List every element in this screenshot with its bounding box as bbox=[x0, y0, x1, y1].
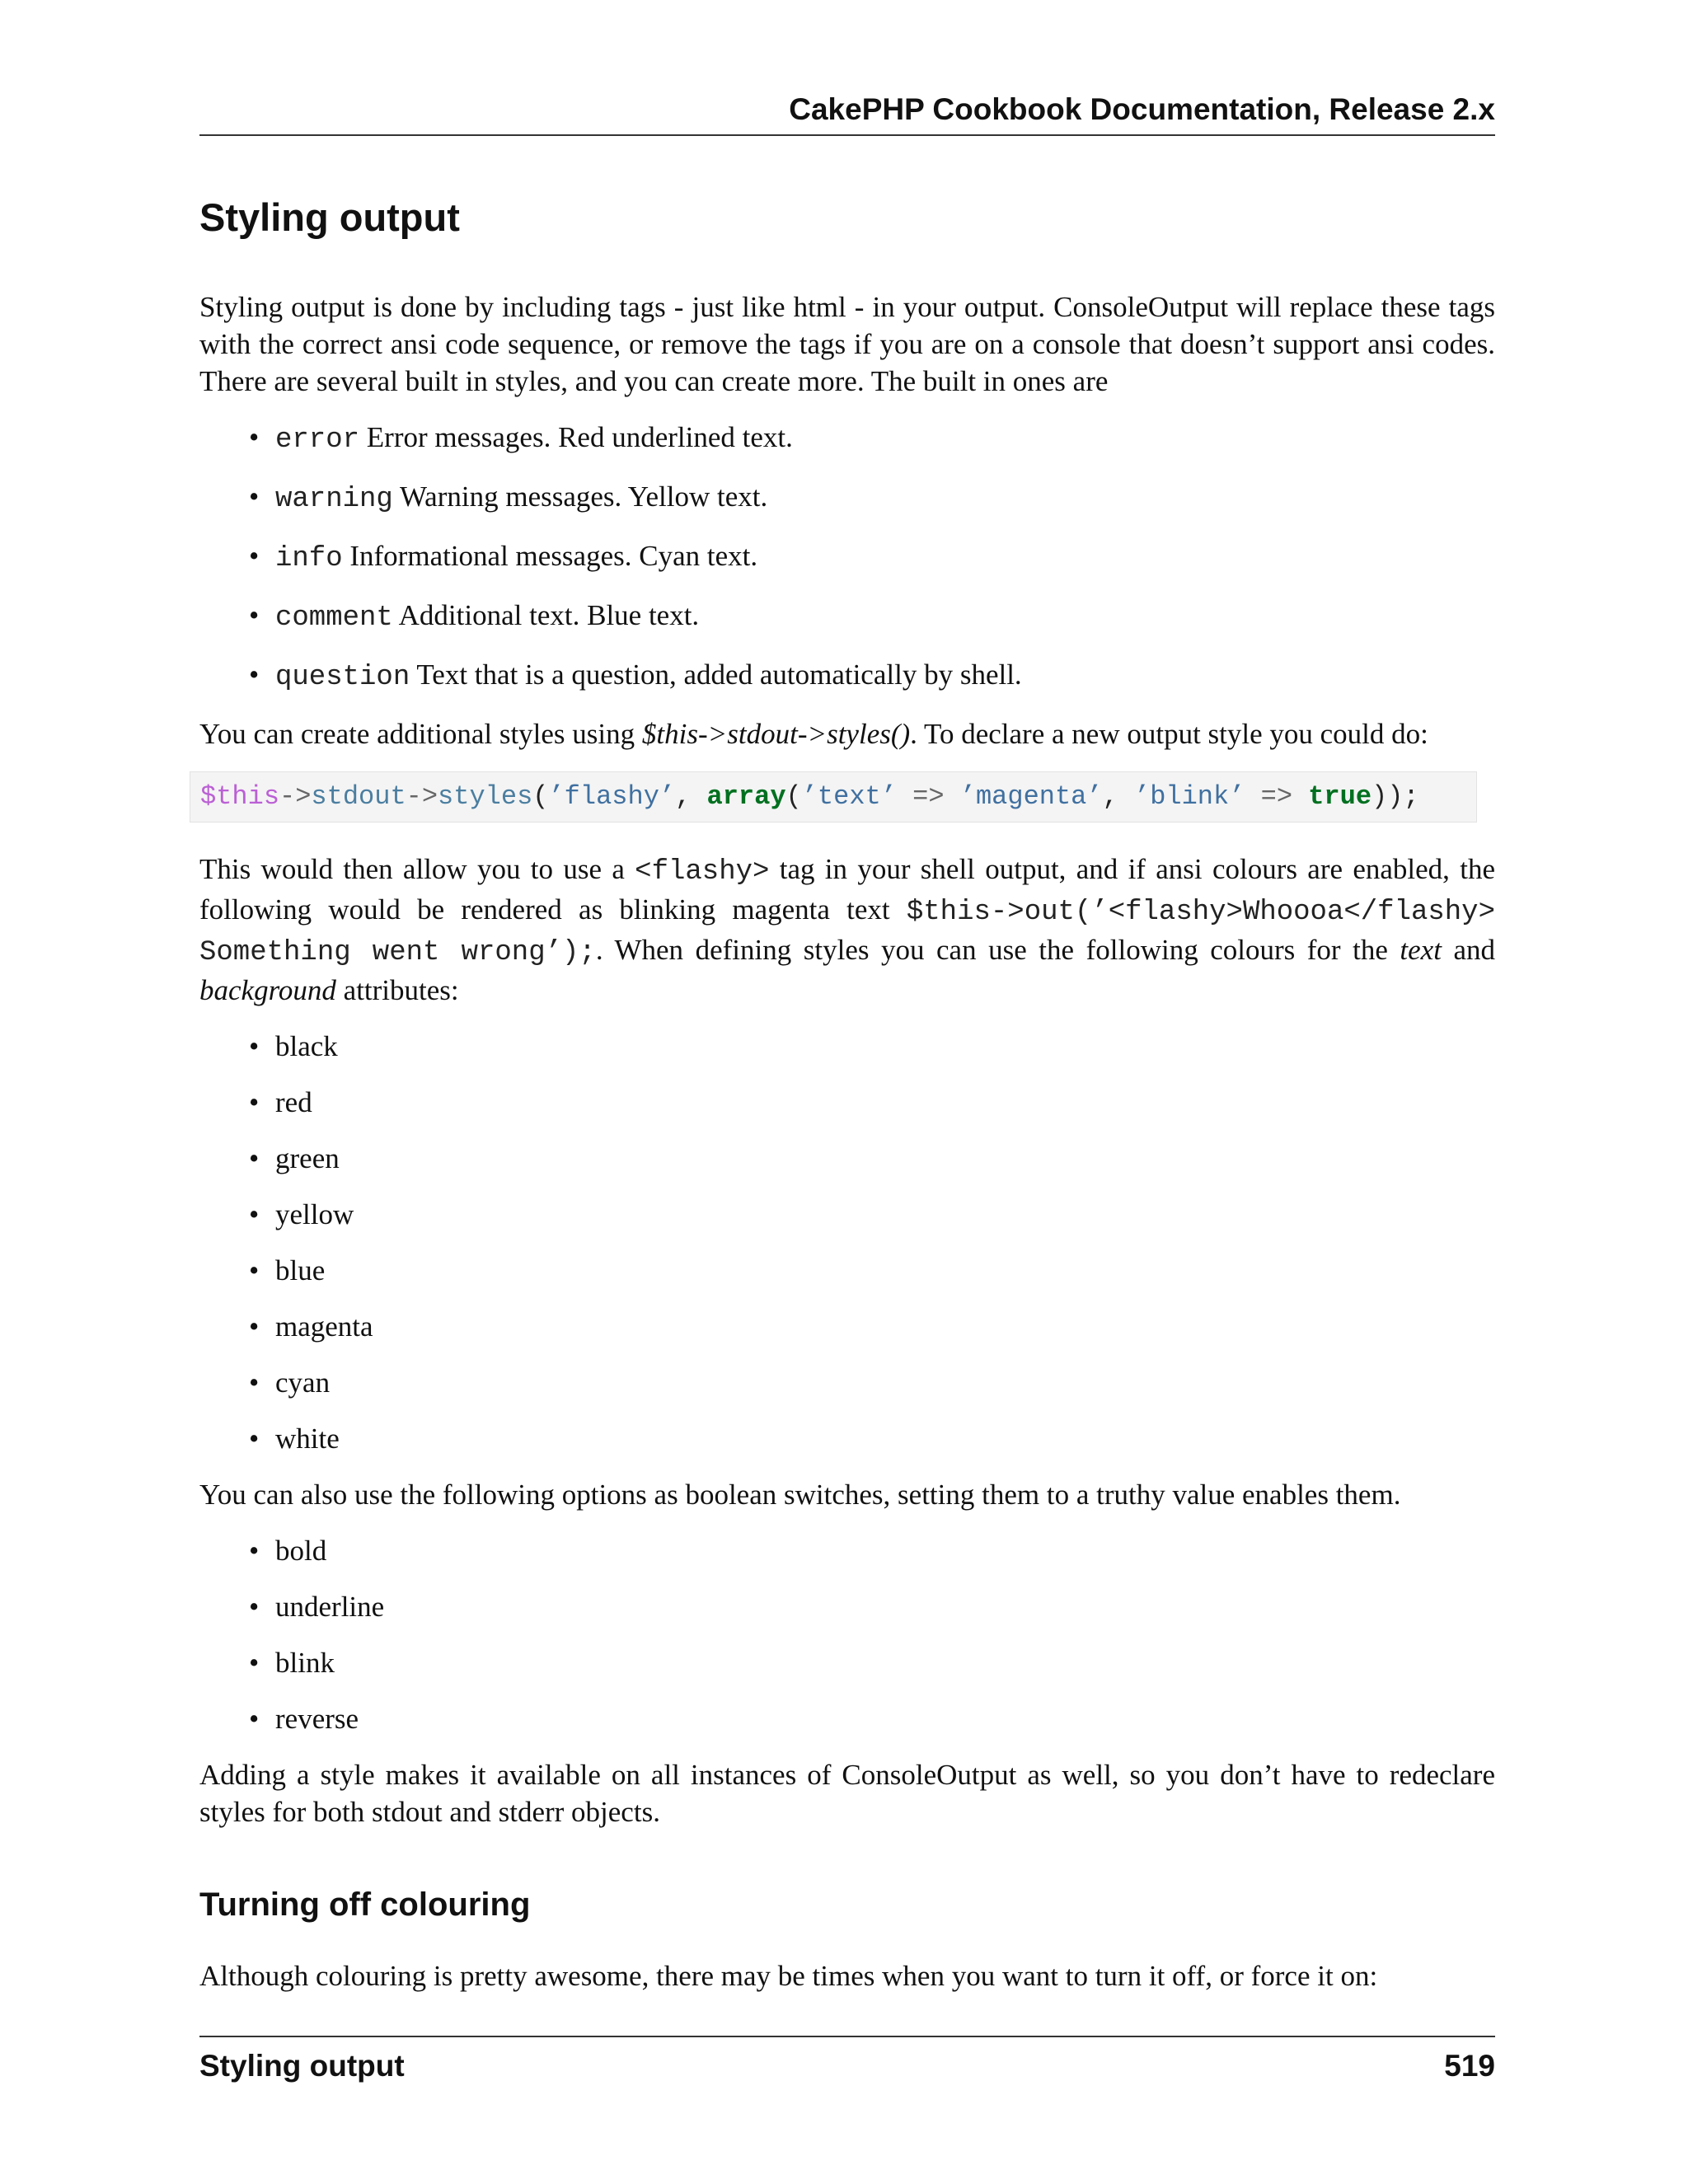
flashy-tag-code: <flashy> bbox=[635, 856, 770, 888]
adding-style-paragraph: Adding a style makes it available on all instances of ConsoleOutput as well, so you don’t have to redeclare styles for both stdout and stderr objects. bbox=[199, 1759, 1495, 1829]
list-item: • reverse bbox=[249, 1703, 359, 1736]
list-item: • yellow bbox=[249, 1198, 354, 1231]
style-code: error bbox=[275, 424, 360, 457]
builtin-styles-list bbox=[199, 419, 1495, 696]
list-item: • warning Warning messages. Yellow text. bbox=[249, 480, 768, 516]
list-item: • info Informational messages. Cyan text. bbox=[249, 540, 758, 575]
footer-rule bbox=[199, 2036, 1495, 2037]
running-header: CakePHP Cookbook Documentation, Release 2.x bbox=[789, 92, 1495, 126]
subsection-paragraph: Although colouring is pretty awesome, there may be times when you want to turn it off, or force it on: bbox=[199, 1960, 1378, 1993]
page-number: 519 bbox=[1444, 2049, 1495, 2083]
list-item: • comment Additional text. Blue text. bbox=[249, 599, 700, 635]
list-item: • red bbox=[249, 1086, 312, 1119]
create-styles-paragraph: You can create additional styles using $this->stdout->styles(). To declare a new output style you could do: bbox=[199, 718, 1428, 751]
flashy-paragraph: This would then allow you to use a <flashy> tag in your shell output, and if ansi colours are enabled, the following would be rendered as blinking magenta text $this->out(’<flashy>Whoooa</flashy> Something went wrong’);. When defining styles you can use the following colours for the text and background attributes: bbox=[199, 853, 1495, 1007]
list-item: • cyan bbox=[249, 1366, 331, 1399]
style-code: warning bbox=[275, 484, 393, 516]
footer-section-title: Styling output bbox=[199, 2049, 405, 2083]
code-block: $this->stdout->styles(’flashy’, array(’text’ => ’magenta’, ’blink’ => true)); bbox=[190, 771, 1477, 823]
header-rule bbox=[199, 134, 1495, 136]
colours-list bbox=[199, 1028, 1495, 1457]
style-desc: Informational messages. Cyan text. bbox=[349, 540, 758, 573]
style-code: info bbox=[275, 543, 343, 575]
flashy-out-code: $this->out(’<flashy>Whoooa</flashy> Something went wrong’); bbox=[199, 897, 1495, 969]
options-list bbox=[199, 1532, 1495, 1737]
style-desc: Additional text. Blue text. bbox=[398, 599, 700, 632]
list-item: • error Error messages. Red underlined text. bbox=[249, 421, 793, 457]
options-intro: You can also use the following options as boolean switches, setting them to a truthy value enables them. bbox=[199, 1479, 1401, 1511]
style-code: comment bbox=[275, 602, 393, 635]
list-item: • black bbox=[249, 1030, 338, 1063]
main-content bbox=[199, 194, 1495, 2013]
list-item: • question Text that is a question, added automatically by shell. bbox=[249, 658, 1022, 694]
style-code: question bbox=[275, 662, 410, 694]
styles-method: $this->stdout->styles() bbox=[641, 718, 911, 751]
list-item: • bold bbox=[249, 1535, 327, 1568]
list-item: • magenta bbox=[249, 1310, 373, 1343]
list-item: • underline bbox=[249, 1591, 385, 1624]
document-page bbox=[199, 0, 1495, 2184]
section-title: Styling output bbox=[199, 195, 460, 239]
style-desc: Text that is a question, added automatically by shell. bbox=[416, 658, 1022, 691]
intro-paragraph: Styling output is done by including tags - just like html - in your output. ConsoleOutput will replace these tags with the correct ansi code sequence, or remove the tags if you are on a console that doesn’t support ansi codes. There are several built in styles, and you can create more. The built in ones are bbox=[199, 291, 1495, 398]
list-item: • white bbox=[249, 1422, 340, 1455]
list-item: • blue bbox=[249, 1254, 326, 1287]
list-item: • green bbox=[249, 1142, 340, 1175]
subsection-title: Turning off colouring bbox=[199, 1886, 531, 1924]
style-desc: Error messages. Red underlined text. bbox=[366, 421, 793, 454]
style-desc: Warning messages. Yellow text. bbox=[399, 480, 768, 513]
list-item: • blink bbox=[249, 1647, 335, 1680]
